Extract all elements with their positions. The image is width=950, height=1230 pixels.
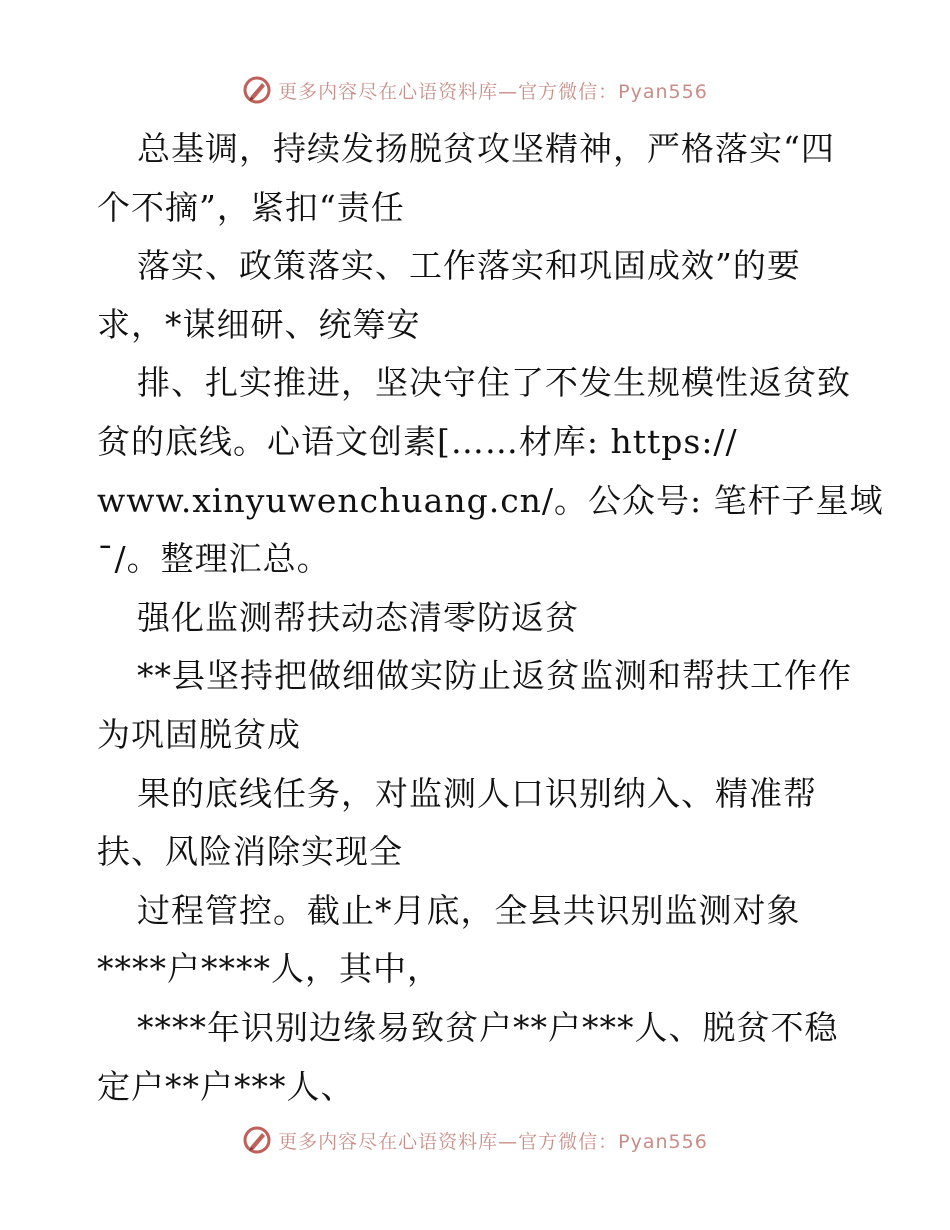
body-line: ****年识别边缘易致贫户**户***人、脱贫不稳 [137, 1007, 839, 1047]
body-line: 个不摘”，紧扣“责任 [97, 187, 405, 227]
body-line: 贫的底线。心语文创素[……材库: https:// [97, 421, 738, 461]
body-line: 过程管控。截止*月底，全县共识别监测对象 [137, 890, 801, 930]
body-line: 为巩固脱贫成 [97, 714, 301, 754]
section-heading: 强化监测帮扶动态清零防返贫 [137, 597, 579, 637]
body-line: 果的底线任务，对监测人口识别纳入、精准帮 [137, 773, 817, 813]
body-line: **县坚持把做细做实防止返贫监测和帮扶工作作 [137, 656, 852, 696]
pen-logo-icon [242, 1125, 272, 1155]
body-line: www.xinyuwenchuang.cn/。公众号: 笔杆子星域 [97, 480, 884, 520]
body-line: 排、扎实推进，坚决守住了不发生规模性返贫致 [137, 363, 851, 403]
body-line: ¯/。整理汇总。 [97, 539, 331, 579]
body-line: 扶、风险消除实现全 [97, 832, 403, 872]
pen-logo-icon [242, 75, 272, 105]
body-line: 总基调，持续发扬脱贫攻坚精神，严格落实“四 [137, 129, 835, 168]
body-line: 求，*谋细研、统筹安 [97, 304, 421, 344]
footer-watermark-text: 更多内容尽在心语资料库—官方微信：Pyan556 [278, 1130, 708, 1153]
body-line: 落实、政策落实、工作落实和巩固成效”的要 [137, 246, 801, 286]
document-body [97, 120, 884, 1116]
header-watermark-text: 更多内容尽在心语资料库—官方微信：Pyan556 [278, 80, 708, 103]
footer-watermark-banner [0, 1120, 950, 1160]
body-line: 定户**户***人、 [97, 1066, 355, 1106]
header-watermark-banner [0, 70, 950, 110]
body-line: ****户****人，其中， [97, 949, 441, 989]
